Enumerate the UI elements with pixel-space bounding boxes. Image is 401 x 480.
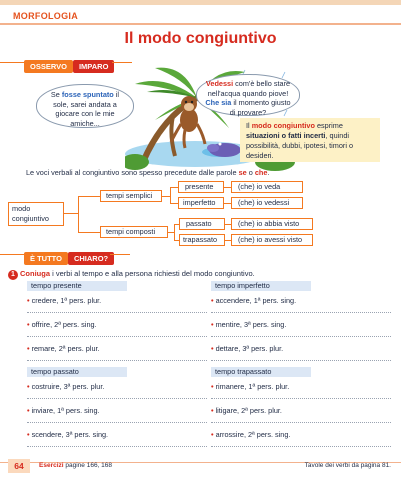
item-label: arrossire, 2ª pers. sing. bbox=[215, 430, 291, 439]
osservo-line-right bbox=[112, 62, 132, 63]
list-item[interactable]: • rimanere, 1ª pers. plur. bbox=[211, 377, 391, 401]
item-label: costruire, 3ª pers. plur. bbox=[31, 382, 105, 391]
col-presente bbox=[27, 281, 207, 363]
tree-presente-example: (che) io veda bbox=[231, 181, 303, 193]
note-pre: Il bbox=[246, 121, 252, 130]
item-label: litigare, 2ª pers. plur. bbox=[215, 406, 282, 415]
col-head-trapassato: tempo trapassato bbox=[211, 367, 311, 377]
note-mid: esprime bbox=[314, 121, 343, 130]
tree-line-imperfetto-ex bbox=[224, 203, 231, 204]
tree-presente: presente bbox=[178, 181, 224, 193]
unit-line-right bbox=[110, 254, 130, 255]
page-number: 64 bbox=[8, 459, 30, 473]
intro-text bbox=[26, 168, 269, 177]
tree-passato: passato bbox=[179, 218, 225, 230]
osservo-line-left bbox=[0, 62, 24, 63]
list-item[interactable]: • remare, 2ª pers. plur. bbox=[27, 339, 207, 363]
tree-root: modo congiuntivo bbox=[8, 202, 64, 226]
page-header bbox=[0, 0, 401, 24]
item-label: accendere, 1ª pers. sing. bbox=[215, 296, 297, 305]
note-em2: situazioni o fatti incerti bbox=[246, 131, 326, 140]
col-head-passato: tempo passato bbox=[27, 367, 127, 377]
item-label: remare, 2ª pers. plur. bbox=[31, 344, 100, 353]
item-label: rimanere, 1ª pers. plur. bbox=[215, 382, 290, 391]
col-head-presente: tempo presente bbox=[27, 281, 127, 291]
tree-imperfetto-example: (che) io vedessi bbox=[231, 197, 303, 209]
tree-line-presente-ex bbox=[224, 187, 231, 188]
tree-line-simple-vert bbox=[170, 187, 171, 204]
list-item[interactable]: • offrire, 2ª pers. sing. bbox=[27, 315, 207, 339]
list-item[interactable]: • dettare, 3ª pers. plur. bbox=[211, 339, 391, 363]
bubble-right-text1: com'è bello stare nell'acqua quando piove! bbox=[207, 79, 291, 98]
tree-trapassato: trapassato bbox=[179, 234, 225, 246]
bubble-left-post: il sole, sarei andata a giocare con le mie amiche... bbox=[53, 90, 120, 128]
col-head-imperfetto: tempo imperfetto bbox=[211, 281, 311, 291]
tree-line-to-compound bbox=[78, 232, 100, 233]
list-item[interactable]: • scendere, 3ª pers. sing. bbox=[27, 425, 207, 449]
tree-line-compound-vert bbox=[174, 224, 175, 241]
item-label: dettare, 3ª pers. plur. bbox=[215, 344, 284, 353]
tree-line-to-presente bbox=[170, 187, 178, 188]
tree-line-to-imperfetto bbox=[170, 203, 178, 204]
chiaro-label: CHIARO? bbox=[68, 252, 114, 265]
list-item[interactable]: • arrossire, 2ª pers. sing. bbox=[211, 425, 391, 449]
note-post: , quindi possibilità, dubbi, ipotesi, timori o desideri. bbox=[246, 131, 354, 160]
bubble-right-text2: il momento giusto di provare? bbox=[229, 98, 291, 117]
exercise-verb: Coniuga bbox=[20, 269, 50, 278]
intro-main: Le voci verbali al congiuntivo sono spesso precedute dalle parole bbox=[26, 168, 239, 177]
bubble-right-verb2: Che sia bbox=[205, 98, 232, 107]
tree-simple: tempi semplici bbox=[100, 190, 162, 202]
tree-imperfetto: imperfetto bbox=[178, 197, 224, 209]
tree-line-to-simple bbox=[78, 196, 100, 197]
note-em1: modo congiuntivo bbox=[251, 121, 315, 130]
footer-eserc: Esercizi bbox=[39, 462, 64, 469]
bubble-right-verb1: Vedessi bbox=[205, 79, 234, 88]
osservo-label: OSSERVO bbox=[24, 60, 73, 73]
speech-bubble-left bbox=[36, 84, 134, 128]
tree-line-simple-out bbox=[162, 196, 170, 197]
exercise-instruction bbox=[8, 269, 255, 280]
tree-line-vert-root bbox=[78, 196, 79, 232]
intro-o: o bbox=[246, 168, 255, 177]
tree-passato-example: (che) io abbia visto bbox=[231, 218, 313, 230]
header-divider bbox=[0, 23, 401, 25]
intro-che: che bbox=[254, 168, 268, 177]
tree-trapassato-example: (che) io avessi visto bbox=[231, 234, 313, 246]
definition-note bbox=[240, 118, 380, 162]
footer-verb-tables-ref: Tavole dei verbi da pagina 81. bbox=[304, 462, 391, 469]
exercise-number: 1 bbox=[8, 270, 18, 280]
tutto-label: È TUTTO bbox=[24, 252, 68, 265]
exercise-text: i verbi al tempo e alla persona richiesti del modo congiuntivo. bbox=[50, 269, 255, 278]
speech-bubble-right bbox=[196, 74, 300, 116]
intro-end: . bbox=[267, 168, 270, 177]
list-item[interactable]: • mentire, 3ª pers. sing. bbox=[211, 315, 391, 339]
imparo-label: IMPARO bbox=[73, 60, 114, 73]
list-item[interactable]: • accendere, 1ª pers. sing. bbox=[211, 291, 391, 315]
col-trapassato bbox=[211, 367, 391, 449]
item-label: offrire, 2ª pers. sing. bbox=[31, 320, 97, 329]
item-label: inviare, 1ª pers. sing. bbox=[31, 406, 100, 415]
list-item[interactable]: • inviare, 1ª pers. sing. bbox=[27, 401, 207, 425]
list-item[interactable]: • costruire, 3ª pers. plur. bbox=[27, 377, 207, 401]
unit-line-left bbox=[0, 254, 24, 255]
unit-labels bbox=[24, 248, 114, 266]
item-label: credere, 1ª pers. plur. bbox=[31, 296, 102, 305]
intro-se: se bbox=[238, 168, 247, 177]
bubble-left-verb: fosse spuntato bbox=[61, 90, 114, 99]
tree-line-root bbox=[64, 213, 78, 214]
item-label: mentire, 3ª pers. sing. bbox=[215, 320, 287, 329]
tree-compound: tempi composti bbox=[100, 226, 168, 238]
col-passato bbox=[27, 367, 207, 449]
col-imperfetto bbox=[211, 281, 391, 363]
osservo-imparo-labels bbox=[24, 56, 114, 70]
item-label: scendere, 3ª pers. sing. bbox=[31, 430, 109, 439]
bubble-left-pre: Se bbox=[50, 90, 62, 99]
list-item[interactable]: • credere, 1ª pers. plur. bbox=[27, 291, 207, 315]
footer-pages: pagine 166, 168 bbox=[63, 462, 113, 469]
header-strip bbox=[0, 0, 401, 5]
footer-exercises-ref bbox=[39, 462, 112, 469]
list-item[interactable]: • litigare, 2ª pers. plur. bbox=[211, 401, 391, 425]
page-title: Il modo congiuntivo bbox=[124, 30, 277, 47]
section-tag: MORFOLOGIA bbox=[13, 11, 78, 21]
